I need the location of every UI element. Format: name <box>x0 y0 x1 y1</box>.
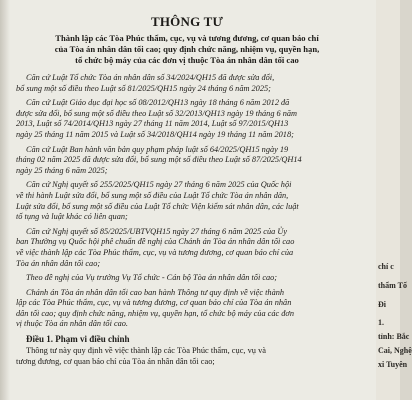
body-line: Thông tư này quy định về việc thành lập các Tòa Phúc thẩm, cục, vụ và <box>26 346 266 356</box>
preamble-line: về thi hành Luật sửa đổi, bổ sung một số điều của Luật Tổ chức Tòa án nhân dân, <box>16 190 289 200</box>
preamble-paragraph <box>16 180 358 222</box>
preamble-line: ban Thường vụ Quốc hội phê chuẩn đề nghị của Chánh án Tòa án nhân dân tối cao <box>16 237 295 247</box>
preamble-line: Căn cứ Luật Ban hành văn bản quy phạm pháp luật số 64/2025/QH15 ngày 19 <box>26 144 289 154</box>
subtitle-line: của Tòa án nhân dân tối cao; quy định chức năng, nhiệm vụ, quyền hạn, <box>54 44 320 54</box>
preamble-paragraph <box>16 145 358 177</box>
preamble-line: về việc thành lập các Tòa Phúc thẩm, cục, vụ và tương đương, cơ quan báo chí của <box>16 247 294 257</box>
edge-fragment: 1. <box>378 318 384 327</box>
article-1-heading: Điều 1. Phạm vi điều chỉnh <box>26 334 130 345</box>
preamble-line: Theo đề nghị của Vụ trưởng Vụ Tổ chức - Cán bộ Tòa án nhân dân tối cao; <box>26 273 278 283</box>
preamble-paragraph <box>16 73 358 94</box>
edge-fragment: Cai, Nghệ <box>378 346 412 355</box>
document-subtitle <box>16 33 358 66</box>
preamble-paragraph <box>16 227 358 269</box>
edge-fragment: chí c <box>378 262 394 271</box>
preamble-line: Căn cứ Nghị quyết số 85/2025/UBTVQH15 ngày 27 tháng 6 năm 2025 của Ủy <box>26 226 288 236</box>
preamble-line: được sửa đổi, bổ sung một số điều theo Luật số 32/2013/QH13 ngày 19 tháng 6 năm <box>16 108 298 118</box>
preamble-line: Chánh án Tòa án nhân dân tối cao ban hành Thông tư quy định về việc thành <box>26 287 285 297</box>
preamble-line: ngày 25 tháng 6 năm 2025; <box>16 165 108 175</box>
body-line: tương đương, cơ quan báo chí của Tòa án nhân dân tối cao; <box>16 356 215 366</box>
preamble-line: bổ sung một số điều theo Luật số 81/2025/QH15 ngày 24 tháng 6 năm 2025; <box>16 83 271 93</box>
preamble-line: tháng 02 năm 2025 đã được sửa đổi, bổ sung một số điều theo Luật số 87/2025/QH14 <box>16 155 302 165</box>
edge-fragment: tỉnh: Bắc <box>378 332 410 341</box>
preamble-line: lập các Tòa Phúc thẩm, cục, vụ và tương đương, cơ quan báo chí của Tòa án nhân <box>16 298 292 308</box>
preamble-line: dân tối cao; quy định chức năng, nhiệm vụ, quyền hạn, tổ chức bộ máy của các đơn <box>16 308 294 318</box>
preamble-line: Luật sửa đổi, bổ sung một số điều của Luật Tổ chức Viện kiểm sát nhân dân, các luật <box>16 201 299 211</box>
preamble-line: Tòa án nhân dân tối cao; <box>16 258 101 268</box>
edge-fragment: Đi <box>378 300 386 309</box>
adjacent-page-edge <box>376 0 412 400</box>
page-gutter-shadow <box>0 0 10 400</box>
preamble-line: Căn cứ Nghị quyết số 255/2025/QH15 ngày 27 tháng 6 năm 2025 của Quốc hội <box>26 180 292 190</box>
preamble-line: ngày 25 tháng 11 năm 2015 và Luật số 34/2018/QH14 ngày 19 tháng 11 năm 2018; <box>16 129 294 139</box>
page-content <box>16 14 358 367</box>
preamble-line: Căn cứ Luật Giáo dục đại học số 08/2012/QH13 ngày 18 tháng 6 năm 2012 đã <box>26 98 290 108</box>
document-title: THÔNG TƯ <box>150 14 224 29</box>
preamble-paragraph <box>16 273 358 284</box>
edge-fragment: thẩm Tố <box>378 281 407 290</box>
preamble-line: tố tụng và luật khác có liên quan; <box>16 212 128 222</box>
preamble-paragraph <box>16 288 358 330</box>
subtitle-line: Thành lập các Tòa Phúc thẩm, cục, vụ và tương đương, cơ quan báo chí <box>55 33 319 43</box>
subtitle-line: tổ chức bộ máy của các đơn vị thuộc Tòa án nhân dân tối cao <box>75 55 299 65</box>
preamble-paragraph <box>16 98 358 140</box>
preamble-line: vị thuộc Tòa án nhân dân tối cao. <box>16 319 128 329</box>
edge-fragment: xi Tuyên <box>378 360 408 369</box>
preamble-line: Căn cứ Luật Tổ chức Tòa án nhân dân số 34/2024/QH15 đã được sửa đổi, <box>26 73 275 82</box>
article-1-body <box>16 346 358 367</box>
preamble-line: 2013, Luật số 74/2014/QH13 ngày 27 tháng 11 năm 2014, Luật số 97/2015/QH13 <box>16 119 289 129</box>
